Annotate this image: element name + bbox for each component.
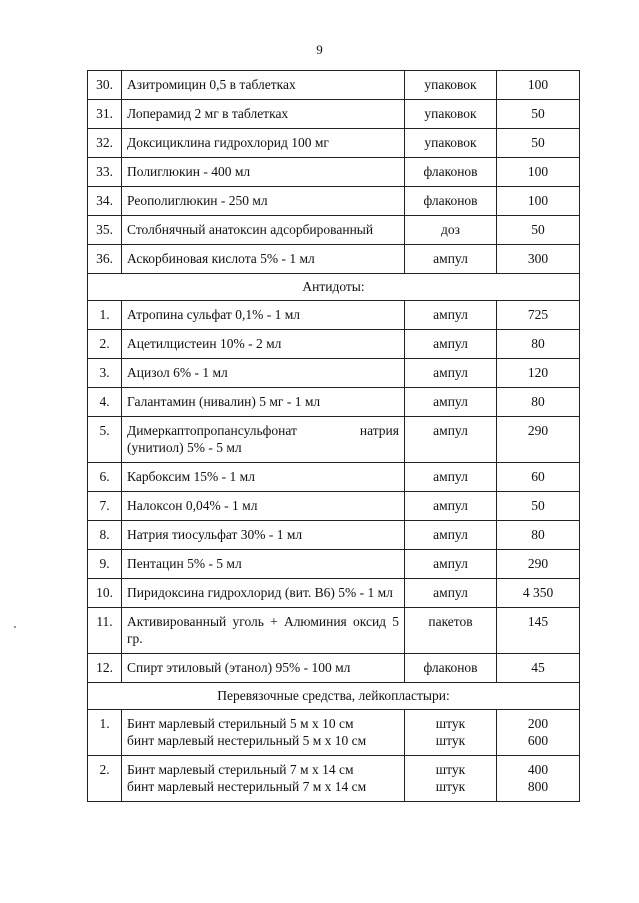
item-unit-cell [405, 492, 497, 521]
item-unit: ампул [433, 336, 468, 351]
item-name: Димеркаптопропансульфонат натрия (унитиол) 5% - 5 мл [127, 423, 399, 455]
item-quantity-cell [497, 608, 580, 654]
item-unit-cell [405, 654, 497, 683]
item-quantity-cell [497, 301, 580, 330]
item-name: Бинт марлевый стерильный 7 м х 14 см [127, 762, 354, 777]
section-header-row [88, 683, 580, 710]
item-name-cell [122, 71, 405, 100]
item-name-cell [122, 756, 405, 802]
item-unit-cell [405, 608, 497, 654]
item-unit-cell [405, 359, 497, 388]
item-name-cell [122, 158, 405, 187]
item-quantity-cell [497, 158, 580, 187]
item-quantity: 4 350 [522, 585, 554, 600]
row-number: 6. [88, 463, 122, 492]
item-name: Атропина сульфат 0,1% - 1 мл [127, 307, 300, 322]
item-quantity: 50 [531, 222, 545, 237]
item-unit-cell [405, 245, 497, 274]
item-unit-cell [405, 158, 497, 187]
item-unit-cell [405, 388, 497, 417]
item-unit: ампул [433, 307, 468, 322]
table-row [88, 756, 580, 802]
item-unit: упаковок [424, 77, 477, 92]
item-quantity: 145 [527, 614, 549, 629]
item-name-cell [122, 579, 405, 608]
page-number: 9 [316, 42, 323, 57]
table-row [88, 550, 580, 579]
item-name: Реополиглюкин - 250 мл [127, 193, 268, 208]
table-row [88, 492, 580, 521]
item-name: Натрия тиосульфат 30% - 1 мл [127, 527, 303, 542]
row-number: 34. [88, 187, 122, 216]
item-name: Налоксон 0,04% - 1 мл [127, 498, 258, 513]
item-quantity: 120 [527, 365, 549, 380]
item-name: Ацетилцистеин 10% - 2 мл [127, 336, 282, 351]
item-quantity: 100 [527, 193, 549, 208]
item-quantity-cell [497, 579, 580, 608]
table-row [88, 216, 580, 245]
item-name-cell [122, 359, 405, 388]
item-unit-cell [405, 579, 497, 608]
section-header-row [88, 274, 580, 301]
item-quantity: 300 [527, 251, 549, 266]
item-name: Ацизол 6% - 1 мл [127, 365, 228, 380]
item-name-cell [122, 463, 405, 492]
item-quantity-cell [497, 550, 580, 579]
table-row [88, 388, 580, 417]
item-quantity-cell [497, 388, 580, 417]
item-name-cell [122, 245, 405, 274]
row-number: 35. [88, 216, 122, 245]
item-name: Активированный уголь + Алюминия оксид 5 гр. [127, 614, 399, 646]
table-row [88, 100, 580, 129]
table-row [88, 463, 580, 492]
item-unit-cell [405, 216, 497, 245]
row-number: 1. [88, 301, 122, 330]
table-row [88, 330, 580, 359]
item-name-cell [122, 654, 405, 683]
item-quantity: 800 [527, 779, 549, 794]
row-number: 31. [88, 100, 122, 129]
item-unit-cell [405, 521, 497, 550]
item-quantity-cell [497, 100, 580, 129]
item-unit: ампул [433, 365, 468, 380]
item-quantity: 80 [531, 527, 545, 542]
item-unit: флаконов [423, 660, 478, 675]
item-quantity: 725 [527, 307, 549, 322]
item-unit: флаконов [423, 164, 478, 179]
item-unit-cell [405, 100, 497, 129]
item-quantity-cell [497, 417, 580, 463]
item-unit-cell [405, 550, 497, 579]
item-name: Аскорбиновая кислота 5% - 1 мл [127, 251, 315, 266]
item-unit-cell [405, 417, 497, 463]
row-number: 33. [88, 158, 122, 187]
item-unit: штук [435, 779, 466, 794]
table-body [88, 71, 580, 802]
item-quantity: 200 [527, 716, 549, 731]
item-quantity: 50 [531, 135, 545, 150]
item-name: Полиглюкин - 400 мл [127, 164, 251, 179]
table-row [88, 158, 580, 187]
item-name: Столбнячный анатоксин адсорбированный [127, 222, 374, 237]
row-number: 5. [88, 417, 122, 463]
row-number: 10. [88, 579, 122, 608]
item-unit: штук [435, 733, 466, 748]
item-quantity: 100 [527, 164, 549, 179]
item-quantity: 80 [531, 394, 545, 409]
item-quantity: 45 [531, 660, 545, 675]
item-unit: ампул [433, 251, 468, 266]
row-number: 2. [88, 756, 122, 802]
item-quantity: 50 [531, 498, 545, 513]
section-title: Перевязочные средства, лейкопластыри: [88, 683, 580, 710]
item-unit-cell [405, 756, 497, 802]
item-quantity-cell [497, 245, 580, 274]
row-number: 2. [88, 330, 122, 359]
table-row [88, 187, 580, 216]
item-unit: упаковок [424, 106, 477, 121]
item-unit: штук [435, 762, 466, 777]
item-quantity-cell [497, 129, 580, 158]
table-row [88, 710, 580, 756]
table-row [88, 245, 580, 274]
item-name-cell [122, 129, 405, 158]
item-quantity-cell [497, 521, 580, 550]
item-unit: ампул [433, 556, 468, 571]
item-name-cell [122, 710, 405, 756]
item-name: Галантамин (нивалин) 5 мг - 1 мл [127, 394, 321, 409]
table-row [88, 417, 580, 463]
item-quantity-cell [497, 71, 580, 100]
row-number: 11. [88, 608, 122, 654]
item-unit: ампул [433, 527, 468, 542]
item-name-cell [122, 521, 405, 550]
item-quantity-cell [497, 654, 580, 683]
item-name: Доксициклина гидрохлорид 100 мг [127, 135, 329, 150]
item-unit-cell [405, 710, 497, 756]
item-unit: доз [441, 222, 460, 237]
row-number: 7. [88, 492, 122, 521]
row-number: 30. [88, 71, 122, 100]
row-number: 32. [88, 129, 122, 158]
item-unit-cell [405, 187, 497, 216]
item-quantity: 290 [527, 423, 549, 438]
item-quantity-cell [497, 463, 580, 492]
item-quantity: 600 [527, 733, 549, 748]
item-quantity: 50 [531, 106, 545, 121]
item-name: Карбоксим 15% - 1 мл [127, 469, 255, 484]
item-name-cell [122, 100, 405, 129]
table-row [88, 71, 580, 100]
item-quantity-cell [497, 330, 580, 359]
item-unit-cell [405, 129, 497, 158]
item-unit-cell [405, 330, 497, 359]
item-unit: ампул [433, 394, 468, 409]
item-unit: ампул [433, 423, 468, 438]
item-quantity-cell [497, 710, 580, 756]
item-name: Пиридоксина гидрохлорид (вит. В6) 5% - 1 мл [127, 585, 393, 600]
table-row [88, 579, 580, 608]
item-quantity-cell [497, 187, 580, 216]
item-unit-cell [405, 301, 497, 330]
scan-speck [14, 626, 16, 628]
item-unit: флаконов [423, 193, 478, 208]
item-unit: штук [435, 716, 466, 731]
item-quantity: 60 [531, 469, 545, 484]
table-row [88, 521, 580, 550]
row-number: 36. [88, 245, 122, 274]
item-name: бинт марлевый нестерильный 5 м х 10 см [127, 733, 367, 748]
item-name-cell [122, 388, 405, 417]
row-number: 12. [88, 654, 122, 683]
item-name-cell [122, 417, 405, 463]
item-quantity-cell [497, 492, 580, 521]
item-unit: ампул [433, 469, 468, 484]
item-name-cell [122, 608, 405, 654]
item-name: Азитромицин 0,5 в таблетках [127, 77, 296, 92]
item-quantity-cell [497, 756, 580, 802]
table-row [88, 608, 580, 654]
item-name: бинт марлевый нестерильный 7 м х 14 см [127, 779, 367, 794]
item-name: Пентацин 5% - 5 мл [127, 556, 242, 571]
item-name-cell [122, 187, 405, 216]
row-number: 1. [88, 710, 122, 756]
item-quantity-cell [497, 216, 580, 245]
row-number: 8. [88, 521, 122, 550]
item-quantity: 80 [531, 336, 545, 351]
item-name: Спирт этиловый (этанол) 95% - 100 мл [127, 660, 351, 675]
item-name-cell [122, 492, 405, 521]
item-unit-cell [405, 71, 497, 100]
item-unit: ампул [433, 498, 468, 513]
medicines-table [87, 70, 580, 802]
item-unit-cell [405, 463, 497, 492]
item-unit: ампул [433, 585, 468, 600]
item-unit: пакетов [428, 614, 473, 629]
item-quantity: 290 [527, 556, 549, 571]
section-title: Антидоты: [88, 274, 580, 301]
item-quantity: 400 [527, 762, 549, 777]
table-row [88, 359, 580, 388]
item-name-cell [122, 550, 405, 579]
item-unit: упаковок [424, 135, 477, 150]
table-row [88, 129, 580, 158]
row-number: 4. [88, 388, 122, 417]
item-name: Лоперамид 2 мг в таблетках [127, 106, 289, 121]
item-name-cell [122, 330, 405, 359]
row-number: 9. [88, 550, 122, 579]
item-quantity-cell [497, 359, 580, 388]
item-name-cell [122, 216, 405, 245]
item-name-cell [122, 301, 405, 330]
item-name: Бинт марлевый стерильный 5 м х 10 см [127, 716, 354, 731]
table-row [88, 301, 580, 330]
row-number: 3. [88, 359, 122, 388]
table-row [88, 654, 580, 683]
item-quantity: 100 [527, 77, 549, 92]
